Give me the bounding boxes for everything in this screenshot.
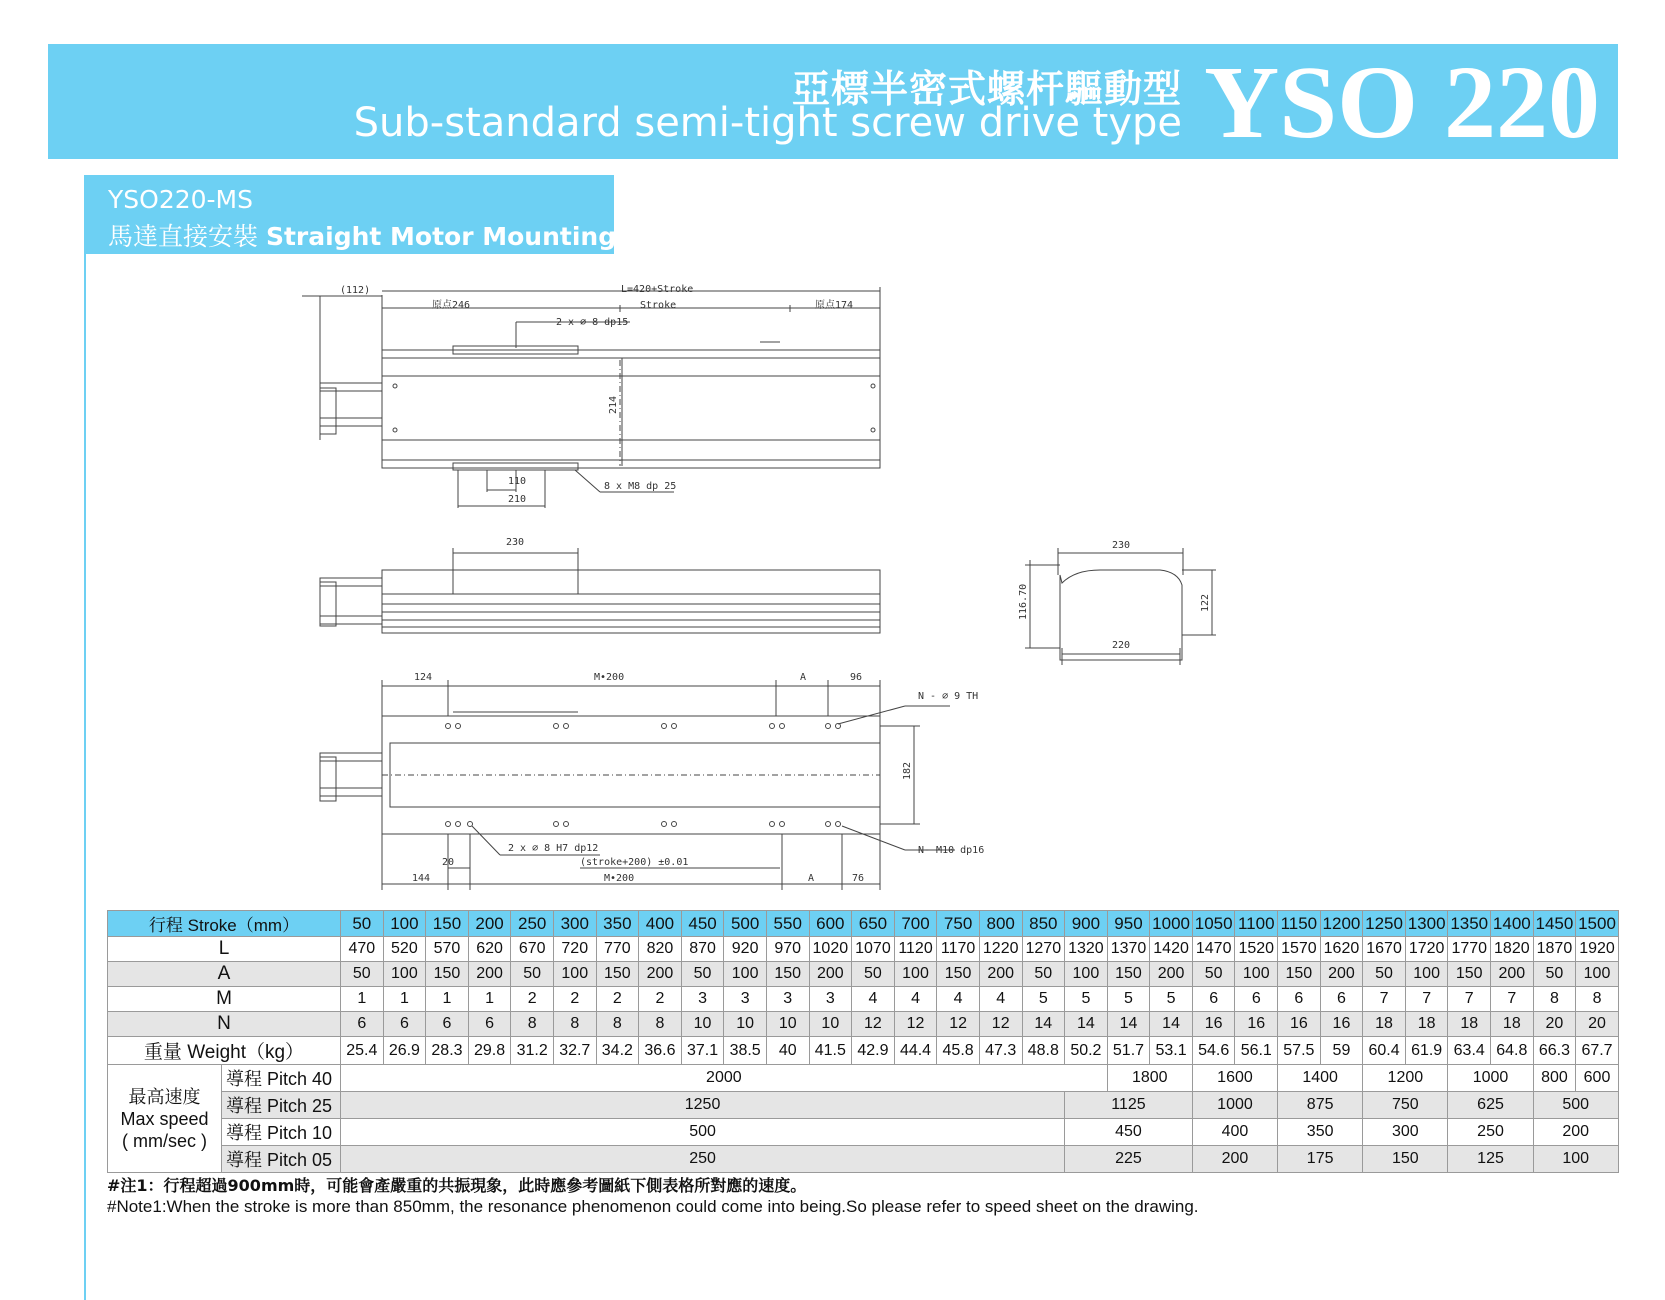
A-row-cell: 200 (468, 962, 511, 987)
M-row-cell: 3 (724, 987, 767, 1012)
pin-note: 2 x ∅ 8 H7 dp12 (508, 843, 599, 854)
N-row-cell: 18 (1363, 1012, 1406, 1037)
N-row-cell: 6 (383, 1012, 426, 1037)
L-row-cell: 1470 (1192, 937, 1235, 962)
M-row-cell: 1 (341, 987, 384, 1012)
stroke-row-cell: 550 (766, 911, 809, 937)
side-view (320, 548, 880, 633)
weight-row-cell: 34.2 (596, 1037, 639, 1065)
N-row-cell: 10 (766, 1012, 809, 1037)
weight-row-cell: 50.2 (1065, 1037, 1108, 1065)
max-speed-cn: 最高速度 (128, 1086, 201, 1107)
stroke-row-cell: 850 (1022, 911, 1065, 937)
A-row-cell: 100 (1576, 962, 1619, 987)
M-row-cell: 1 (426, 987, 469, 1012)
tol-note: (stroke+200) ±0.01 (580, 857, 689, 868)
L-row-cell: 820 (639, 937, 682, 962)
weight-row-label: 重量 Weight（kg） (108, 1037, 341, 1065)
N-row-cell: 10 (809, 1012, 852, 1037)
N-row-cell: 10 (724, 1012, 767, 1037)
hole-marks (393, 384, 875, 827)
weight-row-cell: 54.6 (1192, 1037, 1235, 1065)
L-row-label: L (108, 937, 341, 962)
N-row-cell: 8 (639, 1012, 682, 1037)
weight-row-cell: 66.3 (1533, 1037, 1576, 1065)
weight-row-cell: 28.3 (426, 1037, 469, 1065)
M-row-cell: 6 (1235, 987, 1278, 1012)
hole-note: 2 x ∅ 8 dp15 (556, 317, 629, 328)
L-row-cell: 1720 (1405, 937, 1448, 962)
L-row (108, 937, 1619, 962)
pitch-label: 導程 Pitch 25 (222, 1092, 341, 1119)
N-row (108, 1012, 1619, 1037)
L-row-cell: 520 (383, 937, 426, 962)
speed-cell: 625 (1448, 1092, 1533, 1119)
M-row-cell: 5 (1150, 987, 1193, 1012)
M-row-cell: 2 (553, 987, 596, 1012)
weight-row-cell: 41.5 (809, 1037, 852, 1065)
M-row-cell: 3 (766, 987, 809, 1012)
weight-row-cell: 31.2 (511, 1037, 554, 1065)
dim-122-end: 122 (1200, 593, 1211, 612)
L-row-cell: 1820 (1491, 937, 1534, 962)
A-row-cell: 100 (724, 962, 767, 987)
N-row-cell: 16 (1278, 1012, 1321, 1037)
speed-cell: 200 (1192, 1146, 1277, 1173)
speed-cell: 1000 (1448, 1065, 1533, 1092)
weight-row-cell: 37.1 (681, 1037, 724, 1065)
dim-origin-left: 原点246 (432, 300, 471, 311)
A-row-cell: 200 (1150, 962, 1193, 987)
dim-M200-bottom: M•200 (604, 873, 635, 884)
speed-cell: 1250 (341, 1092, 1065, 1119)
L-row-cell: 1520 (1235, 937, 1278, 962)
weight-row-cell: 57.5 (1278, 1037, 1321, 1065)
M-row-cell: 3 (809, 987, 852, 1012)
header-title-cn: 亞標半密式螺杆驅動型 (791, 67, 1182, 111)
A-row-cell: 200 (979, 962, 1022, 987)
header-title-en: Sub-standard semi-tight screw drive type (353, 100, 1182, 146)
M-row-cell: 2 (596, 987, 639, 1012)
M-row-cell: 2 (511, 987, 554, 1012)
N-row-cell: 10 (681, 1012, 724, 1037)
M-row-cell: 7 (1405, 987, 1448, 1012)
L-row-cell: 1920 (1576, 937, 1619, 962)
dim-144: 144 (412, 873, 431, 884)
dim-20: 20 (442, 857, 455, 868)
speed-cell: 175 (1278, 1146, 1363, 1173)
stroke-row-cell: 50 (341, 911, 384, 937)
A-row-cell: 100 (383, 962, 426, 987)
L-row-cell: 1770 (1448, 937, 1491, 962)
stroke-row-cell: 1200 (1320, 911, 1363, 937)
A-row-cell: 200 (1320, 962, 1363, 987)
M-row-cell: 1 (468, 987, 511, 1012)
A-row-cell: 150 (1107, 962, 1150, 987)
N-row-cell: 8 (553, 1012, 596, 1037)
weight-row-cell: 36.6 (639, 1037, 682, 1065)
dim-230-end: 230 (1112, 540, 1131, 551)
A-row-cell: 200 (809, 962, 852, 987)
A-row-cell: 100 (1235, 962, 1278, 987)
M-row-label: M (108, 987, 341, 1012)
N-row-cell: 6 (468, 1012, 511, 1037)
M-row-cell: 5 (1065, 987, 1108, 1012)
stroke-row-cell: 100 (383, 911, 426, 937)
stroke-row-cell: 1150 (1278, 911, 1321, 937)
L-row-cell: 1070 (852, 937, 895, 962)
L-row-cell: 1320 (1065, 937, 1108, 962)
L-row-cell: 670 (511, 937, 554, 962)
stroke-row-cell: 900 (1065, 911, 1108, 937)
N-row-cell: 14 (1065, 1012, 1108, 1037)
A-row-cell: 100 (1065, 962, 1108, 987)
weight-row-cell: 59 (1320, 1037, 1363, 1065)
weight-row-cell: 45.8 (937, 1037, 980, 1065)
speed-cell: 150 (1363, 1146, 1448, 1173)
dim-stroke: Stroke (640, 300, 677, 311)
N-row-cell: 20 (1576, 1012, 1619, 1037)
dim-76: 76 (852, 873, 865, 884)
speed-cell: 1400 (1278, 1065, 1363, 1092)
M-row-cell: 6 (1192, 987, 1235, 1012)
stroke-row (108, 911, 1619, 937)
N-row-cell: 16 (1235, 1012, 1278, 1037)
L-row-cell: 470 (341, 937, 384, 962)
A-row-cell: 150 (1448, 962, 1491, 987)
L-row-cell: 720 (553, 937, 596, 962)
dim-210: 210 (508, 494, 527, 505)
pitch-row (108, 1119, 1619, 1146)
L-row-cell: 1620 (1320, 937, 1363, 962)
L-row-cell: 1670 (1363, 937, 1406, 962)
speed-cell: 2000 (341, 1065, 1108, 1092)
speed-cell: 1000 (1192, 1092, 1277, 1119)
dim-110: 110 (508, 476, 527, 487)
N-row-cell: 6 (426, 1012, 469, 1037)
weight-row-cell: 64.8 (1491, 1037, 1534, 1065)
speed-cell: 1125 (1065, 1092, 1193, 1119)
stroke-row-cell: 1300 (1405, 911, 1448, 937)
weight-row-cell: 40 (766, 1037, 809, 1065)
N-row-cell: 14 (1107, 1012, 1150, 1037)
dim-L: L=420+Stroke (621, 284, 694, 295)
A-row-cell: 50 (1022, 962, 1065, 987)
thread-note: 8 x M8 dp 25 (604, 481, 677, 492)
A-row-cell: 50 (681, 962, 724, 987)
M-row-cell: 6 (1320, 987, 1363, 1012)
N-row-cell: 8 (596, 1012, 639, 1037)
stroke-row-cell: 1350 (1448, 911, 1491, 937)
note-en: #Note1:When the stroke is more than 850mm, the resonance phenomenon could come into being.So please refer to speed sheet on the drawing. (107, 1197, 1199, 1216)
M-row-cell: 7 (1448, 987, 1491, 1012)
L-row-cell: 920 (724, 937, 767, 962)
L-row-cell: 870 (681, 937, 724, 962)
stroke-row-cell: 1500 (1576, 911, 1619, 937)
speed-cell: 800 (1533, 1065, 1576, 1092)
weight-row-cell: 42.9 (852, 1037, 895, 1065)
A-row-cell: 150 (426, 962, 469, 987)
A-row-cell: 150 (596, 962, 639, 987)
weight-row-cell: 48.8 (1022, 1037, 1065, 1065)
max-speed-label (108, 1065, 222, 1173)
speed-cell: 450 (1065, 1119, 1193, 1146)
N-row-cell: 12 (894, 1012, 937, 1037)
L-row-cell: 1870 (1533, 937, 1576, 962)
mounting-en: Straight Motor Mounting (265, 222, 617, 251)
weight-row-cell: 67.7 (1576, 1037, 1619, 1065)
stroke-row-cell: 700 (894, 911, 937, 937)
A-row-cell: 150 (1278, 962, 1321, 987)
M-row-cell: 4 (852, 987, 895, 1012)
A-row-cell: 50 (341, 962, 384, 987)
weight-row-cell: 29.8 (468, 1037, 511, 1065)
stroke-row-cell: 1050 (1192, 911, 1235, 937)
M-row-cell: 8 (1533, 987, 1576, 1012)
L-row-cell: 1120 (894, 937, 937, 962)
mounting-cn: 馬達直接安裝 (108, 222, 259, 251)
M-row-cell: 4 (937, 987, 980, 1012)
M-row-cell: 1 (383, 987, 426, 1012)
stroke-row-cell: 400 (639, 911, 682, 937)
L-row-cell: 970 (766, 937, 809, 962)
stroke-row-cell: 300 (553, 911, 596, 937)
dim-116-end: 116.70 (1018, 583, 1029, 620)
speed-cell: 350 (1278, 1119, 1363, 1146)
stroke-row-cell: 350 (596, 911, 639, 937)
speed-cell: 875 (1278, 1092, 1363, 1119)
stroke-row-cell: 1000 (1150, 911, 1193, 937)
weight-row-cell: 47.3 (979, 1037, 1022, 1065)
speed-cell: 500 (1533, 1092, 1618, 1119)
pitch-row (108, 1092, 1619, 1119)
A-row-cell: 50 (1533, 962, 1576, 987)
stroke-row-cell: 150 (426, 911, 469, 937)
L-row-cell: 1420 (1150, 937, 1193, 962)
N-row-cell: 8 (511, 1012, 554, 1037)
A-row-cell: 100 (894, 962, 937, 987)
stroke-row-cell: 800 (979, 911, 1022, 937)
speed-cell: 200 (1533, 1119, 1618, 1146)
dim-origin-right: 原点174 (815, 300, 854, 311)
stroke-row-cell: 1450 (1533, 911, 1576, 937)
speed-cell: 125 (1448, 1146, 1533, 1173)
A-row-cell: 50 (852, 962, 895, 987)
L-row-cell: 620 (468, 937, 511, 962)
L-row-cell: 1370 (1107, 937, 1150, 962)
N-row-cell: 20 (1533, 1012, 1576, 1037)
pitch-row (108, 1065, 1619, 1092)
stroke-row-cell: 450 (681, 911, 724, 937)
weight-row-cell: 26.9 (383, 1037, 426, 1065)
M-row-cell: 3 (681, 987, 724, 1012)
speed-cell: 1800 (1107, 1065, 1192, 1092)
hole-N: N - ∅ 9 TH (918, 691, 979, 702)
pitch-label: 導程 Pitch 40 (222, 1065, 341, 1092)
weight-row-cell: 32.7 (553, 1037, 596, 1065)
speed-cell: 1200 (1363, 1065, 1448, 1092)
weight-row-cell: 60.4 (1363, 1037, 1406, 1065)
speed-cell: 750 (1363, 1092, 1448, 1119)
A-row-cell: 50 (1363, 962, 1406, 987)
N-row-cell: 12 (937, 1012, 980, 1037)
stroke-row-cell: 650 (852, 911, 895, 937)
dim-height-214: 214 (608, 395, 619, 414)
M-row-cell: 5 (1107, 987, 1150, 1012)
L-row-cell: 1020 (809, 937, 852, 962)
weight-row-cell: 61.9 (1405, 1037, 1448, 1065)
N-row-cell: 16 (1320, 1012, 1363, 1037)
A-row (108, 962, 1619, 987)
A-row-label: A (108, 962, 341, 987)
M-row-cell: 6 (1278, 987, 1321, 1012)
M-row-cell: 2 (639, 987, 682, 1012)
dim-M200-top: M•200 (594, 672, 625, 683)
stroke-row-cell: 750 (937, 911, 980, 937)
L-row-cell: 1170 (937, 937, 980, 962)
stroke-row-label: 行程 Stroke（mm） (108, 911, 341, 937)
weight-row (108, 1037, 1619, 1065)
pitch-label: 導程 Pitch 05 (222, 1146, 341, 1173)
N-row-cell: 16 (1192, 1012, 1235, 1037)
spec-table (107, 910, 1619, 1173)
weight-row-cell: 51.7 (1107, 1037, 1150, 1065)
dim-230-side: 230 (506, 537, 525, 548)
stroke-row-cell: 1400 (1491, 911, 1534, 937)
speed-cell: 500 (341, 1119, 1065, 1146)
N-row-cell: 12 (852, 1012, 895, 1037)
dim-124: 124 (414, 672, 433, 683)
L-row-cell: 1570 (1278, 937, 1321, 962)
speed-cell: 225 (1065, 1146, 1193, 1173)
A-row-cell: 200 (1491, 962, 1534, 987)
stroke-row-cell: 1250 (1363, 911, 1406, 937)
A-row-cell: 200 (639, 962, 682, 987)
N-row-cell: 12 (979, 1012, 1022, 1037)
speed-cell: 1600 (1192, 1065, 1277, 1092)
N-row-cell: 18 (1491, 1012, 1534, 1037)
stroke-row-cell: 1100 (1235, 911, 1278, 937)
speed-cell: 400 (1192, 1119, 1277, 1146)
pitch-label: 導程 Pitch 10 (222, 1119, 341, 1146)
weight-row-cell: 53.1 (1150, 1037, 1193, 1065)
note-cn: #注1：行程超過900mm時，可能會產嚴重的共振現象，此時應參考圖紙下側表格所對應的速度。 (107, 1176, 807, 1195)
A-row-cell: 150 (766, 962, 809, 987)
M-row-cell: 4 (979, 987, 1022, 1012)
M-row-cell: 5 (1022, 987, 1065, 1012)
dim-A-bottom: A (808, 873, 815, 884)
thread-N: N- M10 dp16 (918, 845, 985, 856)
L-row-cell: 570 (426, 937, 469, 962)
weight-row-cell: 44.4 (894, 1037, 937, 1065)
N-row-cell: 18 (1405, 1012, 1448, 1037)
dim-182: 182 (902, 761, 913, 780)
A-row-cell: 50 (1192, 962, 1235, 987)
M-row-cell: 8 (1576, 987, 1619, 1012)
speed-cell: 600 (1576, 1065, 1619, 1092)
max-speed-unit: ( mm/sec ) (122, 1130, 207, 1151)
A-row-cell: 100 (553, 962, 596, 987)
stroke-row-cell: 200 (468, 911, 511, 937)
N-row-cell: 18 (1448, 1012, 1491, 1037)
weight-row-cell: 63.4 (1448, 1037, 1491, 1065)
N-row-label: N (108, 1012, 341, 1037)
speed-cell: 300 (1363, 1119, 1448, 1146)
stroke-row-cell: 500 (724, 911, 767, 937)
stroke-row-cell: 950 (1107, 911, 1150, 937)
speed-cell: 100 (1533, 1146, 1618, 1173)
stroke-row-cell: 250 (511, 911, 554, 937)
L-row-cell: 1220 (979, 937, 1022, 962)
weight-row-cell: 25.4 (341, 1037, 384, 1065)
M-row-cell: 7 (1363, 987, 1406, 1012)
M-row-cell: 7 (1491, 987, 1534, 1012)
A-row-cell: 100 (1405, 962, 1448, 987)
N-row-cell: 6 (341, 1012, 384, 1037)
dim-A-top: A (800, 672, 807, 683)
N-row-cell: 14 (1150, 1012, 1193, 1037)
weight-row-cell: 56.1 (1235, 1037, 1278, 1065)
N-row-cell: 14 (1022, 1012, 1065, 1037)
L-row-cell: 770 (596, 937, 639, 962)
pitch-row (108, 1146, 1619, 1173)
A-row-cell: 50 (511, 962, 554, 987)
stroke-row-cell: 600 (809, 911, 852, 937)
max-speed-en: Max speed (120, 1108, 209, 1129)
subheader-model: YSO220-MS (108, 185, 253, 214)
dim-96: 96 (850, 672, 863, 683)
M-row (108, 987, 1619, 1012)
L-row-cell: 1270 (1022, 937, 1065, 962)
header-model: YSO 220 (1204, 45, 1600, 160)
speed-cell: 250 (1448, 1119, 1533, 1146)
M-row-cell: 4 (894, 987, 937, 1012)
weight-row-cell: 38.5 (724, 1037, 767, 1065)
dim-220-end: 220 (1112, 640, 1131, 651)
A-row-cell: 150 (937, 962, 980, 987)
speed-cell: 250 (341, 1146, 1065, 1173)
dim-motor: (112) (340, 285, 371, 296)
